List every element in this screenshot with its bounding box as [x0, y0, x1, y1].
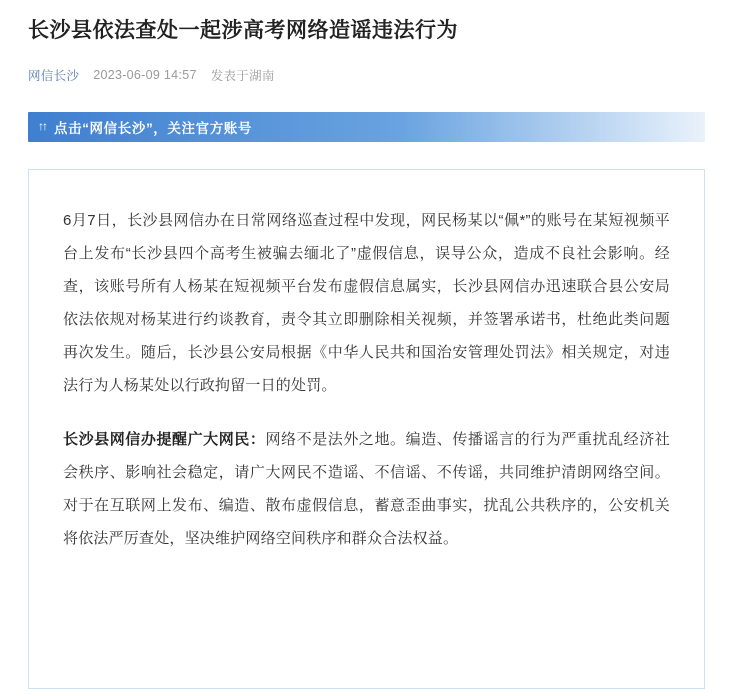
- article-body-card: [28, 169, 705, 689]
- meta-date: 2023-06-09 14:57: [93, 68, 197, 82]
- paragraph-2: [63, 423, 670, 555]
- paragraph-1-text: 6月7日，长沙县网信办在日常网络巡查过程中发现，网民杨某以“佩*”的账号在某短视频平台上发布“长沙县四个高考生被骗去缅北了”虚假信息，误导公众，造成不良社会影响。经查，该账号所有人杨某在短视频平台发布虚假信息属实，长沙县网信办迅速联合县公安局依法依规对杨某进行约谈教育，责令其立即删除相关视频，并签署承诺书，杜绝此类问题再次发生。随后，长沙县公安局根据《中华人民共和国治安管理处罚法》相关规定，对违法行为人杨某处以行政拘留一日的处罚。: [63, 212, 670, 394]
- follow-account-banner[interactable]: [28, 112, 705, 142]
- page-title: 长沙县依法查处一起涉高考网络造谣违法行为: [28, 19, 458, 42]
- article-meta: [28, 66, 705, 84]
- paragraph-2-text: 网络不是法外之地。编造、传播谣言的行为严重扰乱经济社会秩序、影响社会稳定，请广大网民不造谣、不信谣、不传谣，共同维护清朗网络空间。对于在互联网上发布、编造、散布虚假信息，蓄意歪曲事实，扰乱公共秩序的，公安机关将依法严厉查处，坚决维护网络空间秩序和群众合法权益。: [63, 431, 671, 547]
- paragraph-2-lead: 长沙县网信办提醒广大网民：: [63, 431, 266, 448]
- banner-label: 点击“网信长沙”，关注官方账号: [54, 121, 252, 136]
- up-arrows-icon: ↑↑: [38, 119, 46, 133]
- meta-source[interactable]: 网信长沙: [28, 69, 80, 83]
- meta-location: 发表于湖南: [210, 69, 275, 83]
- paragraph-1: [63, 204, 670, 402]
